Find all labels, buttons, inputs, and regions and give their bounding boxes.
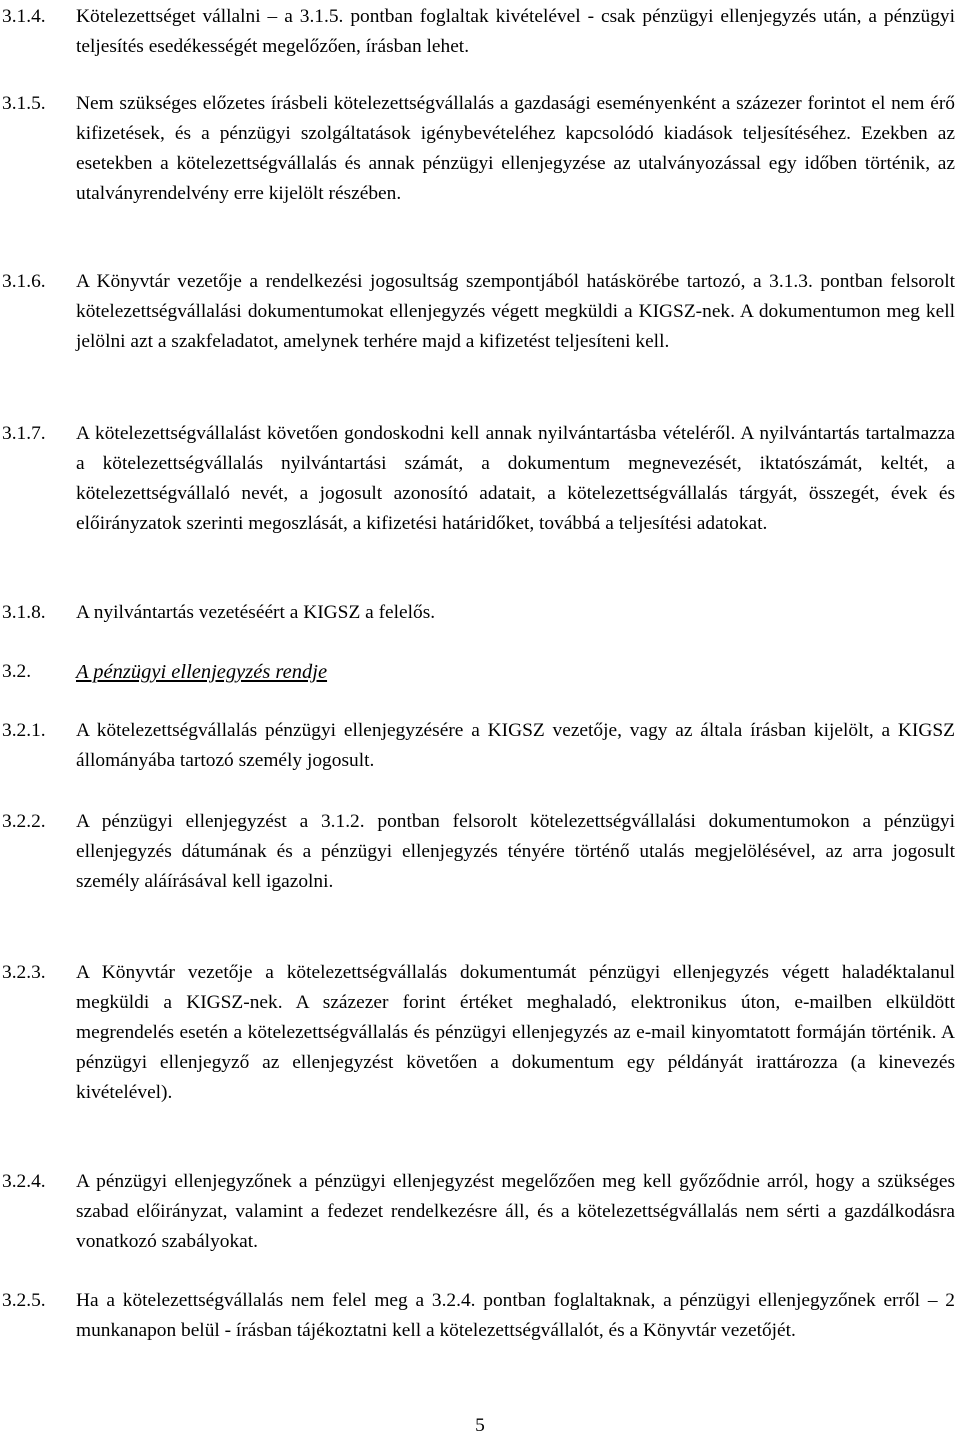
- paragraph-text: Ha a kötelezettségvállalás nem felel meg a 3.2.4. pontban foglaltaknak, a pénzügyi ellenjegyzőnek erről – 2 munkanapon belül - írásban tájékoztatni kell a kötelezettségvállalót, és a Könyvtár vezetőjét.: [76, 1290, 955, 1341]
- paragraph-3-1-5: [0, 89, 955, 209]
- paragraph-number: 3.2.2.: [2, 811, 46, 832]
- paragraph-text: Kötelezettséget vállalni – a 3.1.5. pontban foglaltak kivételével - csak pénzügyi ellenjegyzés után, a pénzügyi teljesítés esedékességét megelőzően, írásban lehet.: [76, 6, 955, 57]
- paragraph-3-2-2: [0, 807, 955, 897]
- paragraph-3-1-8: [0, 598, 955, 628]
- paragraph-3-1-4: [0, 2, 955, 62]
- page-number: 5: [475, 1415, 485, 1436]
- section-title: A pénzügyi ellenjegyzés rendje: [76, 661, 328, 683]
- paragraph-text: A pénzügyi ellenjegyzőnek a pénzügyi ellenjegyzést megelőzően meg kell győződnie arról, hogy a szükséges szabad előirányzat, valamint a fedezet rendelkezésre áll, és a kötelezettségvállalás nem sérti a gazdálkodásra vonatkozó szabályokat.: [76, 1171, 955, 1252]
- paragraph-number: 3.1.7.: [2, 423, 46, 444]
- paragraph-3-1-7: [0, 419, 955, 539]
- paragraph-text: A nyilvántartás vezetéséért a KIGSZ a felelős.: [76, 602, 436, 623]
- paragraph-3-2-1: [0, 716, 955, 776]
- paragraph-number: 3.1.8.: [2, 602, 46, 623]
- paragraph-number: 3.1.6.: [2, 271, 46, 292]
- paragraph-text: A pénzügyi ellenjegyzést a 3.1.2. pontban felsorolt kötelezettségvállalási dokumentumokon a pénzügyi ellenjegyzés dátumának és a pénzügyi ellenjegyzés tényére történő utalás megjelölésével, az arra jogosult személy aláírásával kell igazolni.: [76, 811, 955, 892]
- paragraph-text: A kötelezettségvállalás pénzügyi ellenjegyzésére a KIGSZ vezetője, vagy az általa írásban kijelölt, a KIGSZ állományába tartozó személy jogosult.: [76, 720, 955, 771]
- section-heading-3-2: [0, 657, 955, 687]
- paragraph-text: A Könyvtár vezetője a rendelkezési jogosultság szempontjából hatáskörébe tartozó, a 3.1.3. pontban felsorolt kötelezettségvállalási dokumentumokat ellenjegyzés végett megküldi a KIGSZ-nek. A dokumentumon meg kell jelölni azt a szakfeladatot, amelynek terhére majd a kifizetést teljesíteni kell.: [76, 271, 955, 352]
- paragraph-3-1-6: [0, 267, 955, 357]
- paragraph-3-2-5: [0, 1286, 955, 1346]
- paragraph-text: A Könyvtár vezetője a kötelezettségvállalás dokumentumát pénzügyi ellenjegyzés végett haladéktalanul megküldi a KIGSZ-nek. A százezer forint értéket meghaladó, elektronikus úton, e-mailben elküldött megrendelés esetén a kötelezettségvállalás és pénzügyi ellenjegyzés az e-mail kinyomtatott formáján történik. A pénzügyi ellenjegyző az ellenjegyzést követően a dokumentum egy példányát irattározza (a kinevezés kivételével).: [76, 962, 955, 1103]
- paragraph-number: 3.2.1.: [2, 720, 46, 741]
- paragraph-number: 3.2.5.: [2, 1290, 46, 1311]
- section-number: 3.2.: [2, 661, 32, 682]
- paragraph-number: 3.2.3.: [2, 962, 46, 983]
- paragraph-text: Nem szükséges előzetes írásbeli kötelezettségvállalás a gazdasági eseményenként a százezer forintot el nem érő kifizetések, és a pénzügyi szolgáltatások igénybevételéhez kapcsolódó kiadások teljesítéséhez. Ezekben az esetekben a kötelezettségvállalás és annak pénzügyi ellenjegyzése az utalványozással egy időben történik, az utalványrendelvény erre kijelölt részében.: [76, 93, 955, 204]
- paragraph-number: 3.2.4.: [2, 1171, 46, 1192]
- paragraph-3-2-4: [0, 1167, 955, 1257]
- paragraph-number: 3.1.4.: [2, 6, 46, 27]
- paragraph-3-2-3: [0, 958, 955, 1108]
- paragraph-text: A kötelezettségvállalást követően gondoskodni kell annak nyilvántartásba vételéről. A nyilvántartás tartalmazza a kötelezettségvállalás nyilvántartási számát, a dokumentum megnevezését, iktatószámát, keltét, a kötelezettségvállaló nevét, a jogosult azonosító adatait, a kötelezettségvállalás tárgyát, összegét, évek és előirányzatok szerinti megoszlását, a kifizetési határidőket, továbbá a teljesítési adatokat.: [76, 423, 955, 534]
- paragraph-number: 3.1.5.: [2, 93, 46, 114]
